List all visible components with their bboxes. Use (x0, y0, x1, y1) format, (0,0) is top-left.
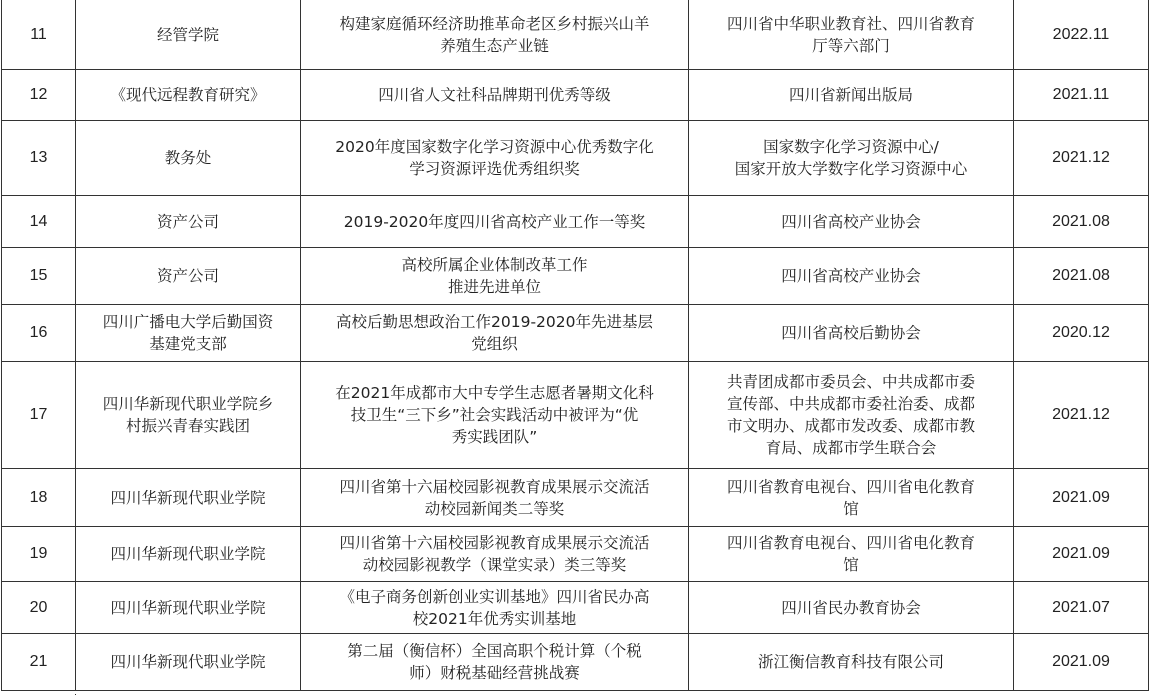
date-cell: 2021.09 (1014, 469, 1149, 527)
award-cell (301, 70, 689, 121)
unit-cell (76, 582, 301, 634)
table-row (2, 248, 1149, 305)
issuer-cell-line: 国家开放大学数字化学习资源中心 (734, 160, 968, 178)
unit-cell-line: 教务处 (164, 149, 212, 167)
date-cell: 2021.09 (1014, 527, 1149, 582)
awards-table-body (2, 0, 1149, 691)
award-cell-line: 四川省第十六届校园影视教育成果展示交流活 (339, 534, 650, 552)
issuer-cell (689, 196, 1014, 248)
date-cell: 2021.11 (1014, 70, 1149, 121)
table-row (2, 305, 1149, 362)
issuer-cell (689, 634, 1014, 691)
issuer-cell-line: 四川省高校产业协会 (781, 267, 921, 285)
issuer-cell (689, 70, 1014, 121)
issuer-cell (689, 362, 1014, 469)
award-cell (301, 362, 689, 469)
issuer-cell-line: 四川省高校产业协会 (781, 212, 921, 231)
unit-cell-line: 四川华新现代职业学院 (110, 545, 266, 563)
unit-cell (76, 362, 301, 469)
issuer-cell-line: 共青团成都市委员会、中共成都市委 (726, 373, 975, 391)
issuer-cell (689, 248, 1014, 305)
unit-cell (76, 469, 301, 527)
issuer-cell (689, 121, 1014, 196)
award-cell (301, 527, 689, 582)
unit-cell-line: 村振兴青春实践团 (125, 417, 250, 435)
issuer-cell-line: 四川省教育电视台、四川省电化教育 (726, 477, 975, 496)
award-cell-line: 技卫生“三下乡”社会实践活动中被评为“优 (350, 406, 639, 424)
award-cell-line: 养殖生态产业链 (440, 36, 549, 55)
unit-cell-line: 资产公司 (156, 212, 219, 231)
table-row (2, 70, 1149, 121)
unit-cell (76, 121, 301, 196)
award-cell (301, 121, 689, 196)
award-cell (301, 248, 689, 305)
issuer-cell-line: 四川省民办教育协会 (781, 598, 921, 617)
issuer-cell-line: 四川省新闻出版局 (788, 86, 913, 104)
awards-table (1, 0, 1149, 691)
row-number-cell: 11 (2, 0, 76, 70)
award-cell (301, 0, 689, 70)
table-row (2, 121, 1149, 196)
unit-cell-line: 《现代远程教育研究》 (110, 86, 266, 104)
row-number-cell: 20 (2, 582, 76, 634)
issuer-cell-line: 馆 (843, 499, 859, 518)
unit-cell-line: 四川华新现代职业学院 (110, 653, 266, 671)
issuer-cell-line: 四川省中华职业教育社、四川省教育 (726, 14, 975, 33)
unit-cell (76, 70, 301, 121)
award-cell (301, 582, 689, 634)
award-cell (301, 196, 689, 248)
award-cell-line: 构建家庭循环经济助推革命老区乡村振兴山羊 (339, 14, 650, 33)
award-cell-line: 第二届（衡信杯）全国高职个税计算（个税 (347, 642, 642, 660)
award-cell (301, 305, 689, 362)
table-row (2, 0, 1149, 70)
issuer-cell-line: 市文明办、成都市发改委、成都市教 (726, 417, 975, 435)
unit-cell-line: 基建党支部 (149, 335, 227, 353)
table-row (2, 196, 1149, 248)
award-cell-line: 秀实践团队” (451, 428, 538, 446)
unit-cell-line: 四川华新现代职业学院乡 (102, 395, 274, 413)
issuer-cell (689, 527, 1014, 582)
row-number-cell: 19 (2, 527, 76, 582)
row-number-cell: 17 (2, 362, 76, 469)
date-cell: 2021.09 (1014, 634, 1149, 691)
row-number-cell: 13 (2, 121, 76, 196)
date-cell: 2021.07 (1014, 582, 1149, 634)
award-cell-line: 2019-2020年度四川省高校产业工作一等奖 (343, 212, 646, 231)
date-cell: 2022.11 (1014, 0, 1149, 70)
award-cell-line: 校2021年优秀实训基地 (412, 609, 577, 628)
date-cell: 2021.08 (1014, 196, 1149, 248)
unit-cell (76, 196, 301, 248)
award-cell-line: 《电子商务创新创业实训基地》四川省民办高 (339, 587, 650, 606)
issuer-cell-line: 宣传部、中共成都市委社治委、成都 (726, 395, 975, 413)
unit-cell (76, 0, 301, 70)
row-number-cell: 18 (2, 469, 76, 527)
table-row (2, 634, 1149, 691)
unit-cell (76, 248, 301, 305)
unit-cell-line: 四川广播电大学后勤国资 (102, 313, 274, 331)
award-cell-line: 在2021年成都市大中专学生志愿者暑期文化科 (335, 384, 654, 402)
issuer-cell-line: 育局、成都市学生联合会 (765, 439, 937, 457)
table-row (2, 527, 1149, 582)
issuer-cell (689, 469, 1014, 527)
award-cell-line: 学习资源评选优秀组织奖 (409, 160, 580, 178)
row-number-cell: 14 (2, 196, 76, 248)
issuer-cell (689, 305, 1014, 362)
row-number-cell: 12 (2, 70, 76, 121)
award-cell-line: 高校后勤思想政治工作2019-2020年先进基层 (336, 313, 653, 331)
issuer-cell-line: 四川省教育电视台、四川省电化教育 (726, 534, 975, 552)
award-cell-line: 动校园新闻类二等奖 (424, 499, 565, 518)
date-cell: 2021.12 (1014, 362, 1149, 469)
award-cell-line: 四川省第十六届校园影视教育成果展示交流活 (339, 477, 650, 496)
row-number-cell: 16 (2, 305, 76, 362)
award-cell (301, 634, 689, 691)
unit-cell-line: 四川华新现代职业学院 (110, 598, 266, 617)
issuer-cell-line: 国家数字化学习资源中心/ (763, 138, 939, 156)
award-cell-line: 推进先进单位 (447, 278, 541, 296)
award-cell-line: 四川省人文社科品牌期刊优秀等级 (378, 86, 611, 104)
issuer-cell (689, 0, 1014, 70)
date-cell: 2020.12 (1014, 305, 1149, 362)
award-cell-line: 党组织 (471, 335, 518, 353)
issuer-cell-line: 浙江衡信教育科技有限公司 (757, 653, 944, 671)
unit-cell (76, 305, 301, 362)
issuer-cell (689, 582, 1014, 634)
award-cell-line: 动校园影视教学（课堂实录）类三等奖 (362, 556, 627, 574)
table-row (2, 362, 1149, 469)
unit-cell (76, 634, 301, 691)
date-cell: 2021.08 (1014, 248, 1149, 305)
award-cell-line: 高校所属企业体制改革工作 (401, 256, 588, 274)
issuer-cell-line: 馆 (843, 556, 859, 574)
issuer-cell-line: 四川省高校后勤协会 (781, 324, 921, 342)
unit-cell-line: 资产公司 (156, 267, 219, 285)
table-row (2, 469, 1149, 527)
award-cell-line: 师）财税基础经营挑战赛 (409, 664, 580, 682)
row-number-cell: 15 (2, 248, 76, 305)
unit-cell-line: 四川华新现代职业学院 (110, 488, 266, 507)
unit-cell (76, 527, 301, 582)
unit-cell-line: 经管学院 (156, 25, 219, 44)
date-cell: 2021.12 (1014, 121, 1149, 196)
award-cell-line: 2020年度国家数字化学习资源中心优秀数字化 (335, 138, 654, 156)
award-cell (301, 469, 689, 527)
row-number-cell: 21 (2, 634, 76, 691)
issuer-cell-line: 厅等六部门 (812, 36, 890, 55)
table-row (2, 582, 1149, 634)
